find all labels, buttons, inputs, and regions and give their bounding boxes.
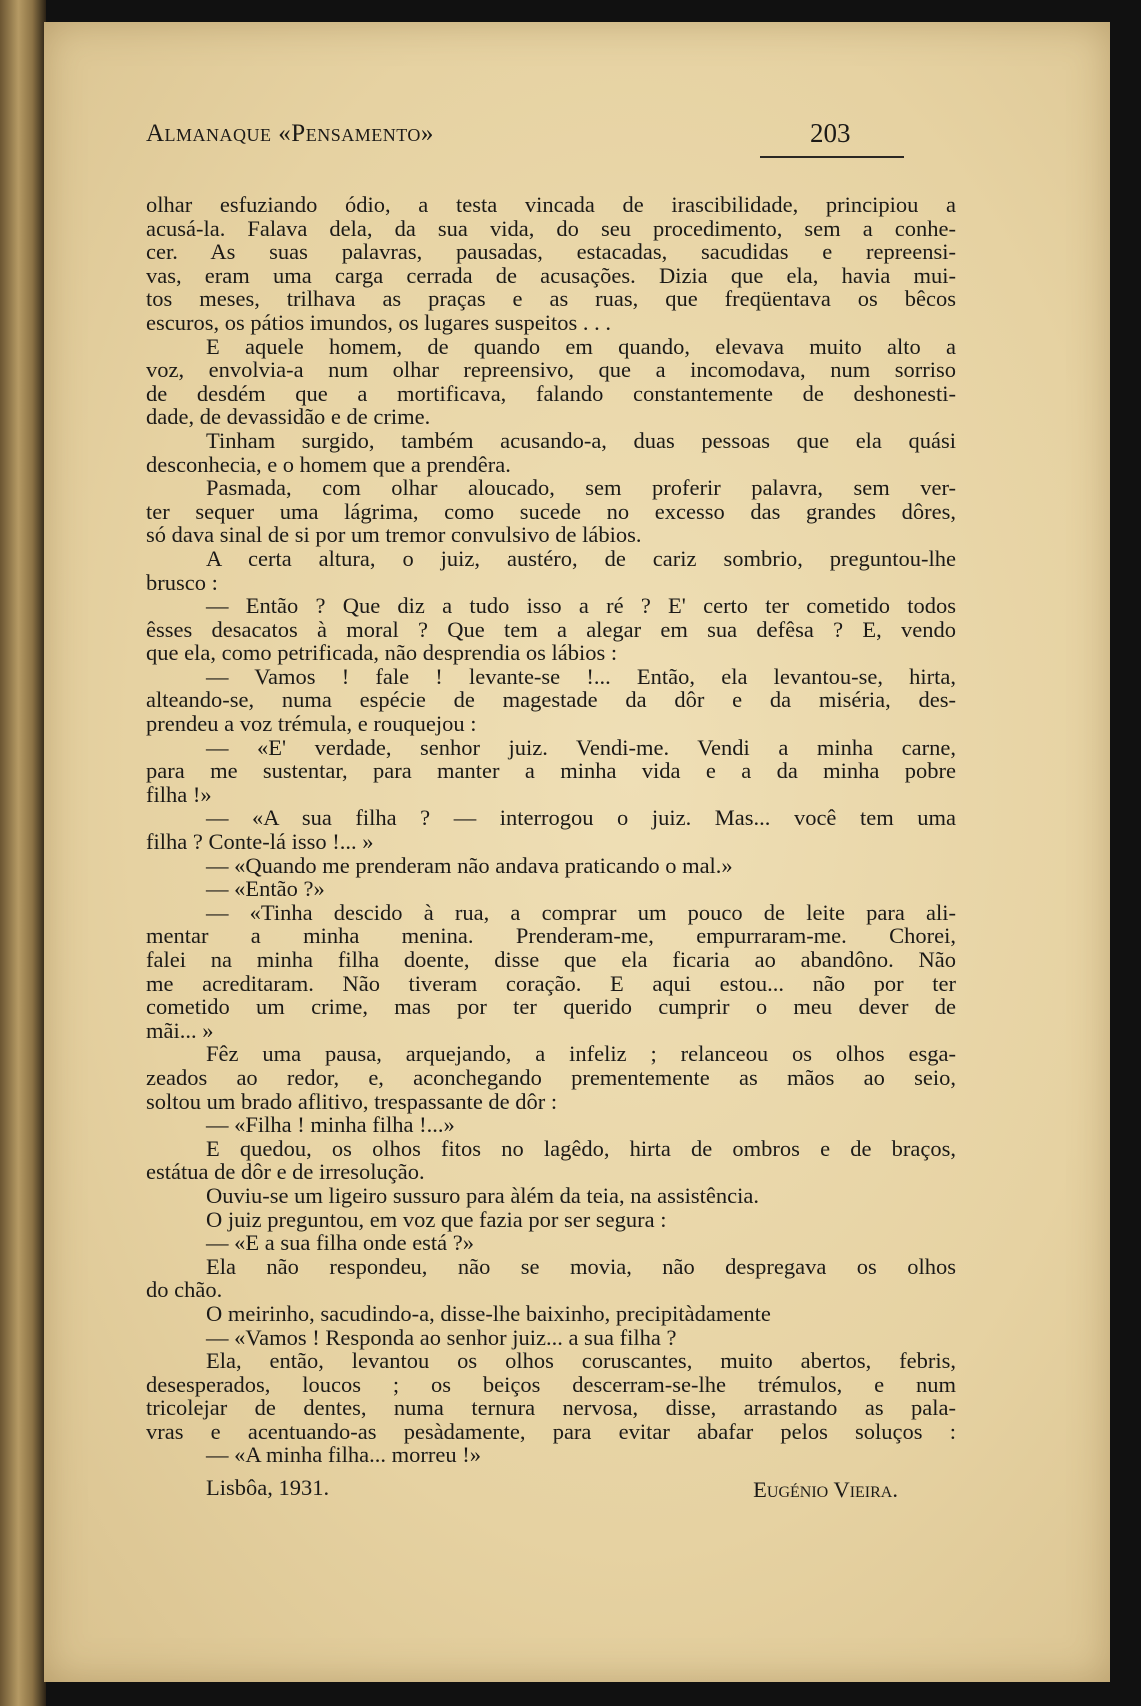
- text-line: — «Vamos ! Responda ao senhor juiz... a sua filha ?: [206, 1324, 677, 1350]
- text-line: tricolejar de dentes, numa ternura nervosa, disse, arrastando as pala-: [146, 1395, 956, 1421]
- text-line: O meirinho, sacudindo-a, disse-lhe baixinho, precipitàdamente: [206, 1300, 771, 1326]
- text-line: escuros, os pátios imundos, os lugares suspeitos . . .: [146, 309, 611, 335]
- text-line: — Então ? Que diz a tudo isso a ré ? E' certo ter cometido todos: [206, 593, 956, 619]
- text-line: mãi... »: [146, 1017, 214, 1043]
- text-line: acusá-la. Falava dela, da sua vida, do seu procedimento, sem a conhe-: [146, 215, 956, 241]
- book-binding: [0, 0, 46, 1706]
- text-line: Pasmada, com olhar aloucado, sem proferir palavra, sem ver-: [206, 475, 956, 501]
- text-line: só dava sinal de si por um tremor convulsivo de lábios.: [146, 522, 642, 548]
- text-line: ter sequer uma lágrima, como sucede no excesso das grandes dôres,: [146, 498, 956, 524]
- text-line: Fêz uma pausa, arquejando, a infeliz ; relanceou os olhos esga-: [206, 1041, 956, 1067]
- text-line: prendeu a voz trémula, e rouquejou :: [146, 711, 477, 737]
- header-rule: [760, 156, 904, 158]
- text-line: — Vamos ! fale ! levante-se !... Então, ela levantou-se, hirta,: [206, 663, 956, 689]
- text-line: — «A minha filha... morreu !»: [206, 1442, 481, 1468]
- text-line: me acreditaram. Não tiveram coração. E aqui estou... não por ter: [146, 970, 956, 996]
- text-line: Ouviu-se um ligeiro sussuro para àlém da teia, na assistência.: [206, 1182, 759, 1208]
- text-line: estátua de dôr e de irresolução.: [146, 1159, 425, 1185]
- text-line: mentar a minha menina. Prenderam-me, empurraram-me. Chorei,: [146, 923, 956, 949]
- text-line: Tinham surgido, também acusando-a, duas pessoas que ela quási: [206, 427, 956, 453]
- text-line: brusco :: [146, 569, 218, 595]
- text-line: filha ? Conte-lá isso !... »: [146, 829, 374, 855]
- text-line: de desdém que a mortificava, falando constantemente de deshonesti-: [146, 380, 956, 406]
- text-line: filha !»: [146, 781, 212, 807]
- text-line: êsses desacatos à moral ? Que tem a alegar em sua defêsa ? E, vendo: [146, 616, 956, 642]
- signature: [206, 1475, 898, 1501]
- text-line: O juiz preguntou, em voz que fazia por ser segura :: [206, 1206, 667, 1232]
- page-number: 203: [810, 118, 851, 148]
- text-line: — «Tinha descido à rua, a comprar um pouco de leite para ali-: [206, 899, 956, 925]
- place-date: Lisbôa, 1931.: [206, 1475, 330, 1500]
- text-line: voz, envolvia-a num olhar repreensivo, que a incomodava, num sorriso: [146, 357, 956, 383]
- text-line: — «A sua filha ? — interrogou o juiz. Mas... você tem uma: [206, 805, 956, 831]
- text-line: do chão.: [146, 1277, 223, 1303]
- text-line: — «Quando me prenderam não andava praticando o mal.»: [206, 852, 733, 878]
- text-line: soltou um brado aflitivo, trespassante de dôr :: [146, 1088, 558, 1114]
- text-line: dade, de devassidão e de crime.: [146, 404, 431, 430]
- text-line: desconhecia, e o homem que a prendêra.: [146, 451, 511, 477]
- article-body: [146, 193, 956, 1467]
- text-line: cometido um crime, mas por ter querido cumprir o meu dever de: [146, 994, 956, 1020]
- text-line: E aquele homem, de quando em quando, elevava muito alto a: [206, 333, 956, 359]
- text-line: A certa altura, o juiz, austéro, de cariz sombrio, preguntou-lhe: [206, 545, 956, 571]
- text-line: Ela, então, levantou os olhos coruscantes, muito abertos, febris,: [206, 1348, 956, 1374]
- text-line: vras e acentuando-as pesàdamente, para evitar abafar pelos soluços :: [146, 1418, 956, 1444]
- text-line: — «E a sua filha onde está ?»: [206, 1230, 475, 1256]
- text-line: E quedou, os olhos fitos no lagêdo, hirta de ombros e de braços,: [206, 1135, 956, 1161]
- text-line: vas, eram uma carga cerrada de acusações. Dizia que ela, havia mui-: [146, 262, 956, 288]
- text-line: Ela não respondeu, não se movia, não despregava os olhos: [206, 1253, 956, 1279]
- text-line: — «Filha ! minha filha !...»: [206, 1112, 455, 1138]
- text-line: olhar esfuziando ódio, a testa vincada de irascibilidade, principiou a: [146, 192, 956, 217]
- text-line: zeados ao redor, e, aconchegando prementemente as mãos ao seio,: [146, 1064, 956, 1090]
- author-name: Eugénio Vieira.: [753, 1477, 898, 1502]
- text-line: tos meses, trilhava as praças e as ruas, que freqüentava os bêcos: [146, 286, 956, 312]
- text-line: — «Então ?»: [206, 876, 325, 902]
- text-line: alteando-se, numa espécie de magestade da dôr e da miséria, des-: [146, 687, 956, 713]
- text-line: que ela, como petrificada, não desprendia os lábios :: [146, 640, 618, 666]
- text-line: cer. As suas palavras, pausadas, estacadas, sacudidas e repreensi-: [146, 239, 956, 265]
- text-line: — «E' verdade, senhor juiz. Vendi-me. Vendi a minha carne,: [206, 734, 956, 760]
- text-line: para me sustentar, para manter a minha vida e a da minha pobre: [146, 758, 956, 784]
- page-header: [146, 118, 906, 154]
- running-title: Almanaque «Pensamento»: [146, 120, 434, 147]
- text-line: desesperados, loucos ; os beiços descerram-se-lhe trémulos, e num: [146, 1371, 956, 1397]
- text-line: falei na minha filha doente, disse que ela ficaria ao abandôno. Não: [146, 947, 956, 972]
